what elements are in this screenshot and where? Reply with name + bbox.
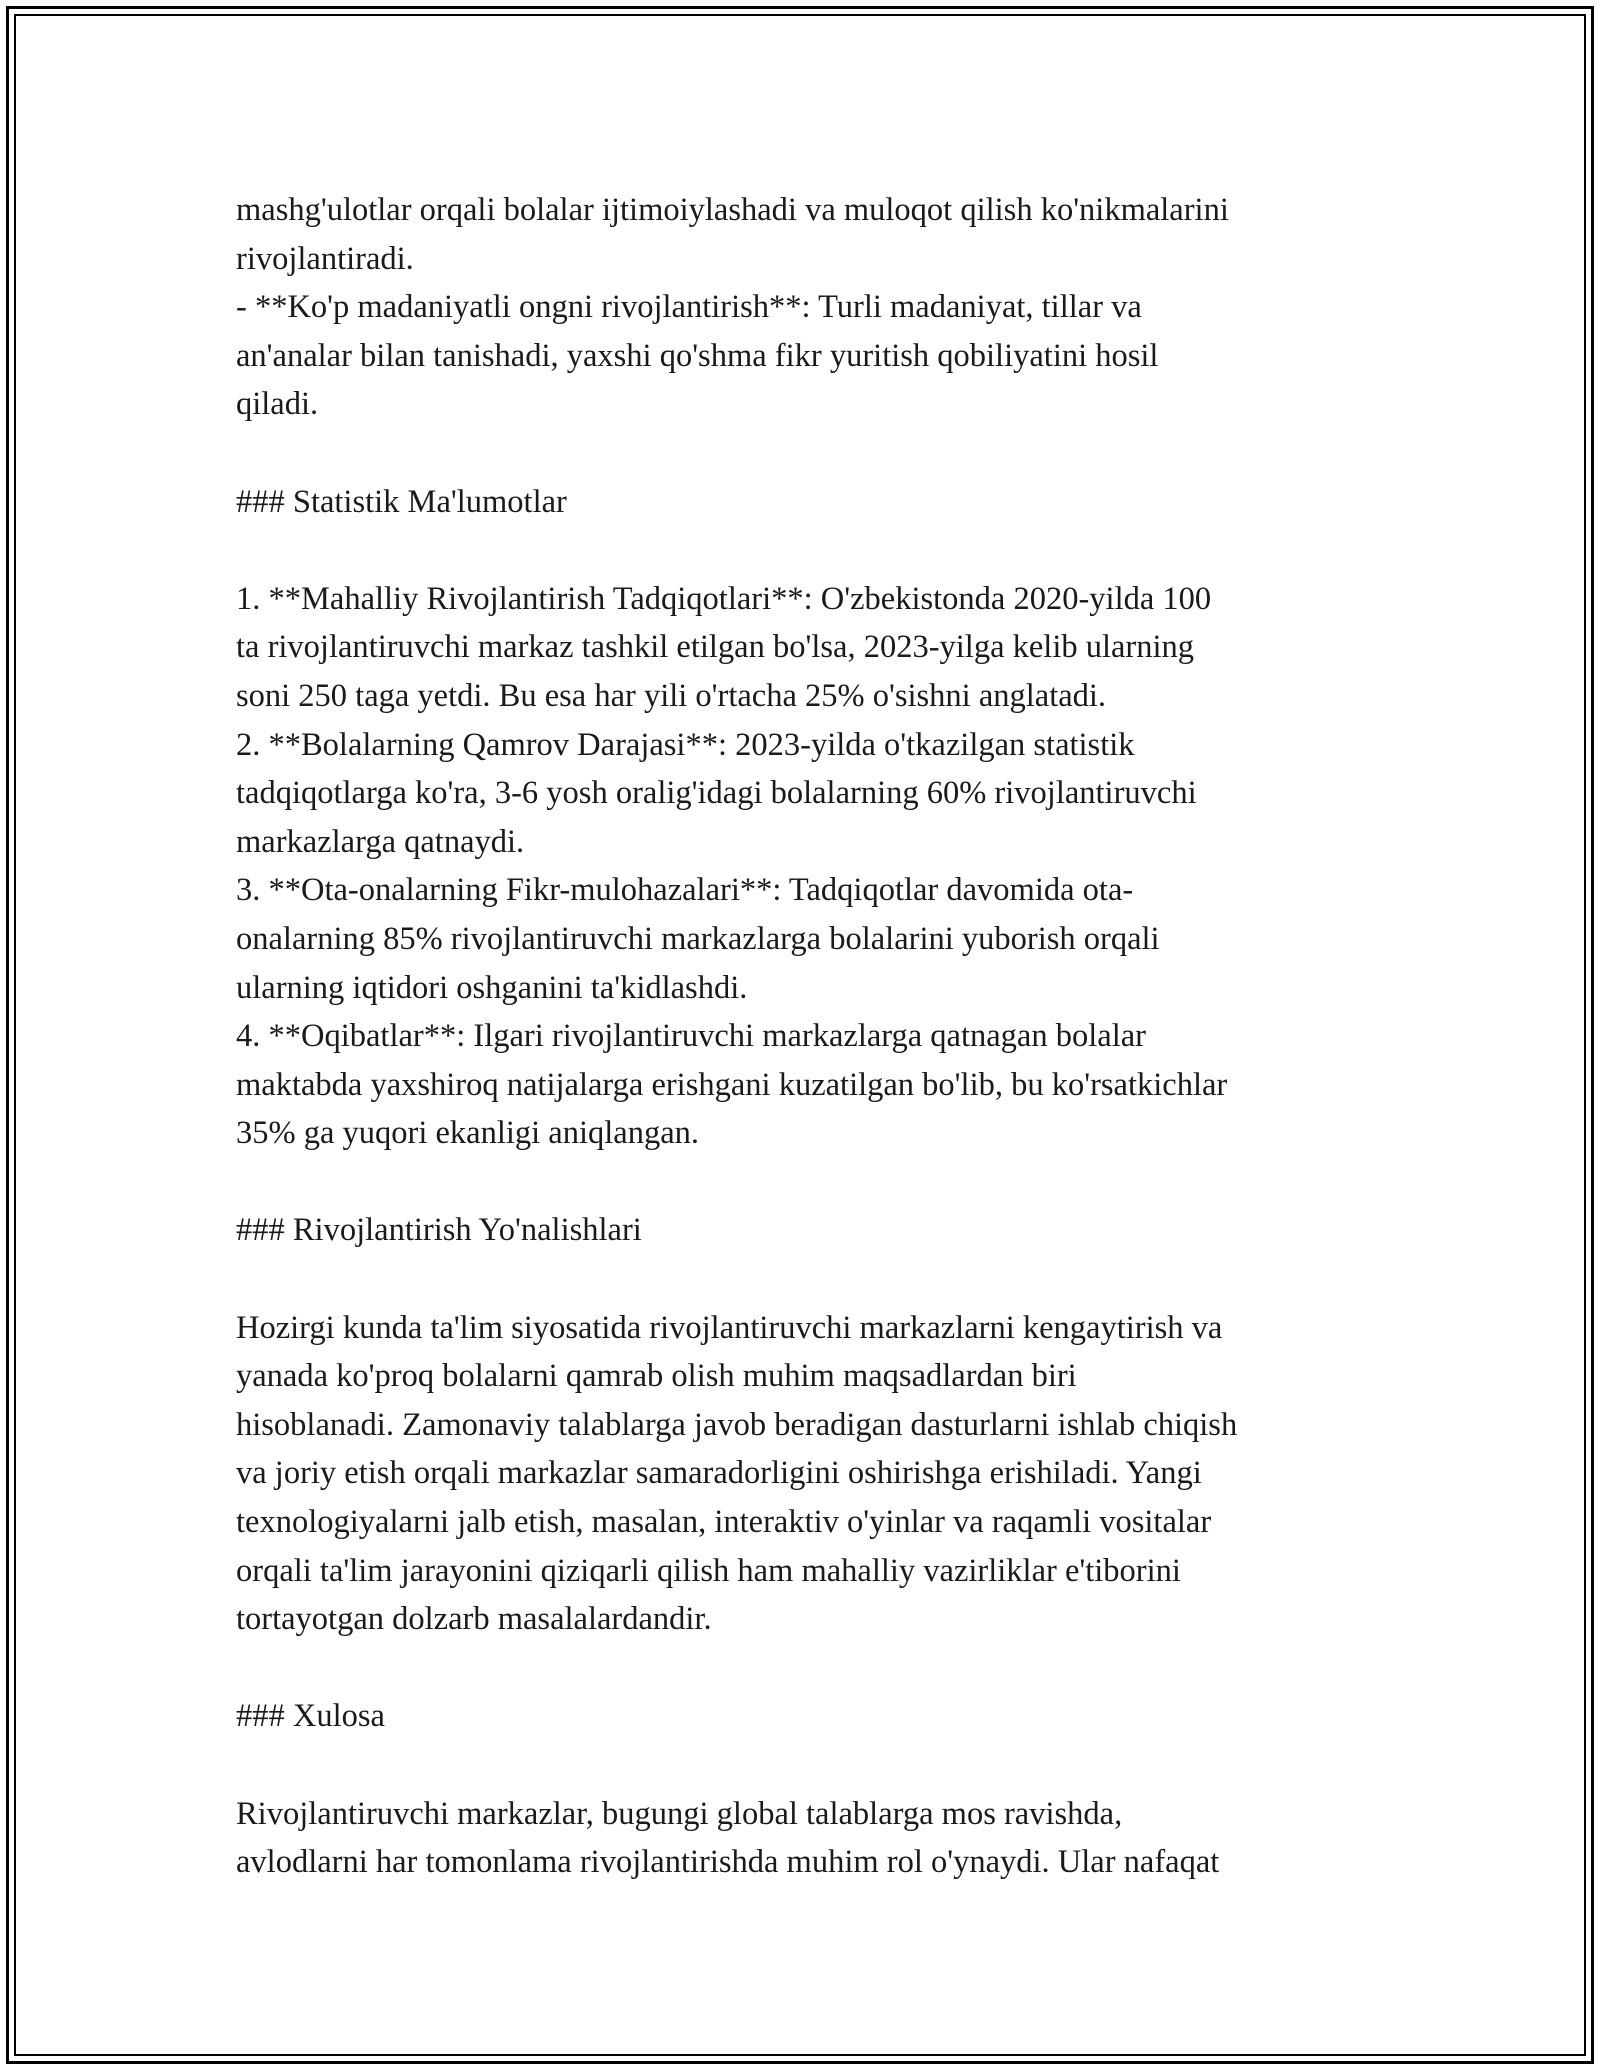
text-line: hisoblanadi. Zamonaviy talablarga javob beradigan dasturlarni ishlab chiqish	[236, 1406, 1238, 1443]
text-line: Rivojlantiruvchi markazlar, bugungi global talablarga mos ravishda,	[236, 1795, 1123, 1832]
section-heading	[236, 1692, 1376, 1741]
paragraph-spacer	[236, 1741, 1376, 1790]
heading-line: ### Rivojlantirish Yo'nalishlari	[236, 1212, 642, 1249]
text-line: 2. **Bolalarning Qamrov Darajasi**: 2023-yilda o'tkazilgan statistik	[236, 726, 1135, 763]
text-line: rivojlantiradi.	[236, 240, 414, 277]
paragraph-spacer	[236, 429, 1376, 478]
text-line: texnologiyalarni jalb etish, masalan, interaktiv o'yinlar va raqamli vositalar	[236, 1504, 1212, 1541]
paragraph	[236, 575, 1376, 1158]
text-line: Hozirgi kunda ta'lim siyosatida rivojlantiruvchi markazlarni kengaytirish va	[236, 1309, 1223, 1346]
paragraph-spacer	[236, 1255, 1376, 1304]
text-line: - **Ko'p madaniyatli ongni rivojlantirish**: Turli madaniyat, tillar va	[236, 289, 1142, 326]
section-heading	[236, 1206, 1376, 1255]
document-body	[236, 186, 1376, 1887]
text-line: an'analar bilan tanishadi, yaxshi qo'shma fikr yuritish qobiliyatini hosil	[236, 337, 1159, 374]
text-line: orqali ta'lim jarayonini qiziqarli qilish ham mahalliy vazirliklar e'tiborini	[236, 1552, 1181, 1589]
text-line: tadqiqotlarga ko'ra, 3-6 yosh oralig'idagi bolalarning 60% rivojlantiruvchi	[236, 775, 1197, 812]
paragraph-spacer	[236, 1644, 1376, 1693]
text-line: va joriy etish orqali markazlar samaradorligini oshirishga erishiladi. Yangi	[236, 1455, 1202, 1492]
paragraph	[236, 186, 1376, 429]
text-line: 1. **Mahalliy Rivojlantirish Tadqiqotlari**: O'zbekistonda 2020-yilda 100	[236, 580, 1212, 617]
text-line: onalarning 85% rivojlantiruvchi markazlarga bolalarini yuborish orqali	[236, 920, 1160, 957]
text-line: mashg'ulotlar orqali bolalar ijtimoiylashadi va muloqot qilish ko'nikmalarini	[236, 192, 1229, 228]
text-line: qiladi.	[236, 386, 319, 423]
paragraph	[236, 1790, 1376, 1887]
text-line: markazlarga qatnaydi.	[236, 823, 525, 860]
text-line: soni 250 taga yetdi. Bu esa har yili o'rtacha 25% o'sishni anglatadi.	[236, 677, 1107, 714]
text-line: ta rivojlantiruvchi markaz tashkil etilgan bo'lsa, 2023-yilga kelib ularning	[236, 629, 1195, 666]
text-line: yanada ko'proq bolalarni qamrab olish muhim maqsadlardan biri	[236, 1358, 1077, 1395]
text-line: tortayotgan dolzarb masalalardandir.	[236, 1601, 712, 1638]
text-line: ularning iqtidori oshganini ta'kidlashdi.	[236, 969, 748, 1006]
heading-line: ### Statistik Ma'lumotlar	[236, 483, 567, 520]
paragraph	[236, 1304, 1376, 1644]
text-line: 4. **Oqibatlar**: Ilgari rivojlantiruvchi markazlarga qatnagan bolalar	[236, 1018, 1146, 1055]
text-line: 3. **Ota-onalarning Fikr-mulohazalari**: Tadqiqotlar davomida ota-	[236, 872, 1134, 909]
text-line: avlodlarni har tomonlama rivojlantirishda muhim rol o'ynaydi. Ular nafaqat	[236, 1844, 1220, 1881]
text-line: maktabda yaxshiroq natijalarga erishgani kuzatilgan bo'lib, bu ko'rsatkichlar	[236, 1066, 1228, 1103]
text-line: 35% ga yuqori ekanligi aniqlangan.	[236, 1115, 699, 1152]
paragraph-spacer	[236, 1158, 1376, 1207]
heading-line: ### Xulosa	[236, 1698, 385, 1735]
section-heading	[236, 478, 1376, 527]
paragraph-spacer	[236, 526, 1376, 575]
